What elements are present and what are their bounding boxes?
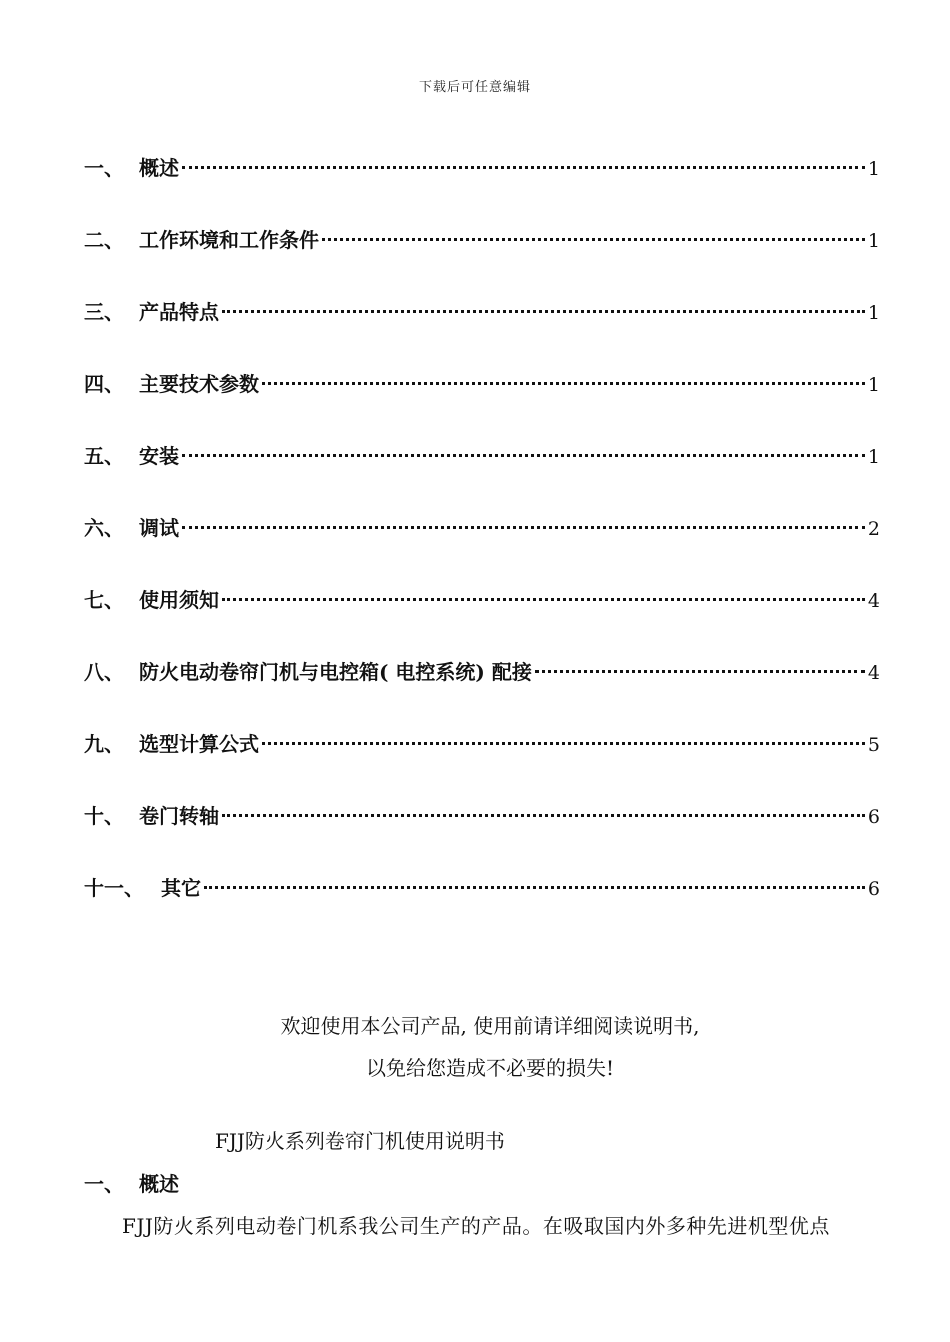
dot-leader [222,310,865,313]
toc-number: 三、 [84,300,124,324]
dot-leader [182,454,865,457]
toc-title: 防火电动卷帘门机与电控箱( 电控系统) 配接 [139,660,532,684]
toc-entry[interactable] [84,728,880,800]
dot-leader [322,238,865,241]
toc-page-number: 5 [867,734,880,756]
toc-number: 十一、 [84,876,144,900]
section-heading [84,1168,179,1197]
section-number: 一、 [84,1172,124,1196]
toc-page-number: 1 [867,158,880,180]
toc-title: 卷门转轴 [139,804,219,828]
toc-entry[interactable] [84,800,880,872]
toc-page-number: 1 [867,230,880,252]
toc-entry[interactable] [84,512,880,584]
toc-page-number: 1 [867,446,880,468]
welcome-line-2: 以免给您造成不必要的损失! [365,1056,615,1080]
section-title: 概述 [139,1172,179,1196]
toc-title: 使用须知 [139,588,219,612]
table-of-contents [84,152,880,944]
toc-number: 二、 [84,228,124,252]
welcome-line-1: 欢迎使用本公司产品, 使用前请详细阅读说明书, [280,1014,700,1038]
toc-title: 产品特点 [139,300,219,324]
toc-title: 其它 [161,876,201,900]
toc-page-number: 6 [867,878,880,900]
dot-leader [204,886,865,889]
toc-entry[interactable] [84,440,880,512]
toc-page-number: 2 [867,518,880,540]
dot-leader [222,598,865,601]
toc-entry[interactable] [84,224,880,296]
toc-page-number: 1 [867,302,880,324]
dot-leader [262,382,865,385]
toc-title: 调试 [139,516,179,540]
dot-leader [222,814,865,817]
toc-page-number: 4 [867,590,880,612]
toc-number: 五、 [84,444,124,468]
toc-entry[interactable] [84,872,880,944]
body-paragraph: FJJ防火系列电动卷门机系我公司生产的产品。在吸取国内外多种先进机型优点 [122,1214,830,1238]
dot-leader [182,526,865,529]
toc-title: 选型计算公式 [139,732,259,756]
toc-title: 主要技术参数 [139,372,259,396]
toc-entry[interactable] [84,296,880,368]
toc-entry[interactable] [84,584,880,656]
toc-page-number: 1 [867,374,880,396]
dot-leader [535,670,865,673]
toc-number: 九、 [84,732,124,756]
toc-number: 六、 [84,516,124,540]
header-note: 下载后可任意编辑 [418,80,531,95]
dot-leader [262,742,865,745]
toc-page-number: 6 [867,806,880,828]
toc-number: 四、 [84,372,124,396]
toc-title: 安装 [139,444,179,468]
toc-number: 一、 [84,156,124,180]
dot-leader [182,166,865,169]
toc-number: 十、 [84,804,124,828]
toc-entry[interactable] [84,368,880,440]
toc-entry[interactable] [84,152,880,224]
toc-title: 概述 [139,156,179,180]
toc-entry[interactable] [84,656,880,728]
toc-number: 八、 [84,660,124,684]
toc-number: 七、 [84,588,124,612]
toc-title: 工作环境和工作条件 [139,228,319,252]
toc-page-number: 4 [867,662,880,684]
document-title: FJJ防火系列卷帘门机使用说明书 [215,1129,505,1153]
